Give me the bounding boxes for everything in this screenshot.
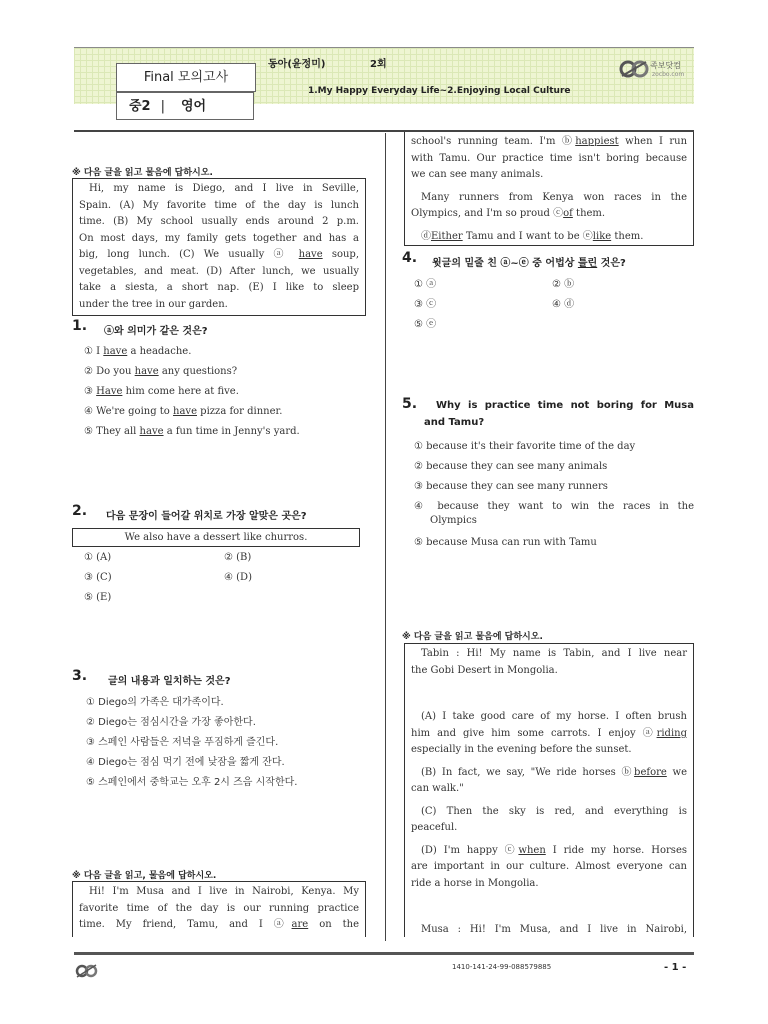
question-number: 4. — [402, 250, 418, 266]
marker-e: ⓔ — [582, 230, 593, 242]
marker-a: ⓐ — [642, 727, 657, 739]
option-3[interactable]: ③ 스페인 사람들은 저녁을 푸짐하게 즐긴다. — [86, 737, 279, 748]
passage-text: big, long lunch. (C) We usually — [79, 249, 265, 260]
question-stem-cont: and Tamu? — [424, 417, 485, 428]
option-2[interactable]: ② Do you have any questions? — [84, 366, 238, 377]
marker-a: ⓐ — [273, 249, 290, 260]
passage-line: On most days, my family gets together and has a — [79, 232, 359, 244]
passage-line: Tabin : Hi! My name is Tabin, and I live near — [421, 648, 687, 659]
passage-line: can walk." — [411, 783, 464, 794]
passage-text: him and give him some carrots. I enjoy — [411, 727, 636, 739]
logo-url: zocbo.com — [652, 71, 685, 78]
option-5[interactable]: ⑤ ⓔ — [414, 319, 437, 330]
passage-text: them. — [576, 208, 606, 219]
q1-options — [84, 342, 374, 442]
logo-text: 족보닷컴 — [650, 61, 681, 70]
marker-a: ⓐ — [273, 919, 292, 930]
underlined-word: before — [634, 766, 667, 778]
exam-title: Final 모의고사 — [143, 70, 229, 85]
option-3[interactable]: ③ Have him come here at five. — [84, 386, 239, 397]
option-4[interactable]: ④ (D) — [224, 572, 252, 583]
passage-text: them. — [614, 230, 644, 242]
option-2[interactable]: ② (B) — [224, 552, 252, 563]
option-4-cont[interactable]: Olympics — [430, 515, 477, 526]
option-1[interactable]: ① (A) — [84, 552, 112, 563]
grade-separator: | — [160, 99, 165, 114]
marker-c: ⓒ — [504, 844, 519, 856]
passage-line — [411, 843, 687, 860]
option-3[interactable]: ③ because they can see many runners — [414, 481, 608, 492]
passage-line: (A) I take good care of my horse. I often brush — [421, 711, 687, 722]
passage-line — [411, 134, 687, 151]
option-4[interactable]: ④ Diego는 점심 먹기 전에 낮잠을 짧게 잔다. — [86, 757, 285, 768]
document-code: 1410-141-24-99-088579885 — [452, 963, 552, 971]
question-stem: 글의 내용과 일치하는 것은? — [108, 676, 231, 687]
passage-text: Olympics, and I'm so proud — [411, 208, 550, 219]
question-number: 1. — [72, 318, 88, 334]
passage-line: Hi, my name is Diego, and I live in Seville, — [89, 183, 359, 194]
passage-line: (C) Then the sky is red, and everything is — [421, 805, 687, 817]
passage-line — [411, 726, 687, 743]
option-2[interactable]: ② because they can see many animals — [414, 461, 608, 472]
option-3[interactable]: ③ ⓒ — [414, 299, 437, 310]
marker-b: ⓑ — [621, 766, 635, 778]
passage-line: under the tree in our garden. — [79, 298, 228, 310]
question-number: 3. — [72, 668, 88, 684]
footer-logo-icon — [74, 960, 100, 982]
passage-line: time. (B) My school usually ends around 2 p.m. — [79, 216, 359, 227]
option-4[interactable]: ④ We're going to have pizza for dinner. — [84, 406, 283, 417]
passage-tabin — [404, 643, 694, 937]
option-2[interactable]: ② ⓑ — [552, 279, 575, 290]
insert-sentence-box: We also have a dessert like churros. — [72, 528, 360, 547]
question-number: 2. — [72, 503, 88, 519]
option-5[interactable]: ⑤ (E) — [84, 592, 112, 603]
stem-text: 것은? — [597, 258, 626, 269]
passage-line: favorite time of the day is our running practice — [79, 902, 359, 914]
underlined-word: riding — [656, 727, 687, 739]
q3-options — [86, 693, 297, 793]
passage-line: take a siesta, a short nap. (E) I like to sleep — [79, 282, 359, 293]
instruction-2: ※ 다음 글을 읽고, 물음에 답하시오. — [72, 871, 217, 881]
question-stem — [432, 254, 626, 269]
passage-text: when I run — [625, 136, 688, 147]
footer-rule — [74, 952, 694, 955]
passage-text: (D) I'm happy — [421, 844, 498, 856]
option-1[interactable]: ① I have a headache. — [84, 346, 192, 357]
passage-musa-continued — [404, 132, 694, 246]
passage-line: Many runners from Kenya won races in the — [421, 191, 687, 203]
passage-text: soup, — [331, 249, 360, 260]
passage-text: we — [672, 766, 687, 778]
passage-line: we can see many animals. — [411, 169, 544, 180]
passage-line: ride a horse in Mongolia. — [411, 877, 539, 889]
passage-line — [79, 247, 359, 264]
passage-diego — [72, 178, 366, 316]
option-4[interactable]: ④ because they want to win the races in the — [414, 501, 694, 512]
passage-line: vegetables, and meat. (D) After lunch, we usually — [79, 265, 359, 277]
passage-line: especially in the evening before the sunset. — [411, 744, 632, 755]
option-1[interactable]: ① ⓐ — [414, 279, 437, 290]
page-number: - 1 - — [664, 962, 687, 973]
exam-title-box — [116, 63, 256, 92]
grade-label: 중2 — [129, 99, 151, 114]
grade-subject-box — [116, 92, 254, 120]
marker-b: ⓑ — [561, 136, 576, 147]
passage-line: peaceful. — [411, 822, 458, 833]
passage-text: on the — [319, 919, 359, 930]
question-stem: ⓐ와 의미가 같은 것은? — [104, 326, 208, 337]
option-5[interactable]: ⑤ 스페인에서 중학교는 오후 2시 즈음 시작한다. — [86, 777, 298, 788]
stem-text: 윗글의 밑줄 친 ⓐ~ⓔ 중 어법상 — [432, 258, 578, 269]
passage-text: Tamu and I want to be — [465, 230, 580, 242]
passage-line: Hi! I'm Musa and I live in Nairobi, Kenya. My — [89, 886, 359, 897]
passage-line — [411, 206, 687, 223]
passage-line — [79, 917, 359, 934]
instruction-1: ※ 다음 글을 읽고 물음에 답하시오. — [72, 168, 213, 178]
underlined-word: have — [298, 249, 323, 260]
question-stem: Why is practice time not boring for Musa — [436, 400, 694, 411]
passage-line: Spain. (A) My favorite time of the day is lunch — [79, 199, 359, 211]
marker-c: ⓒ — [553, 208, 564, 219]
passage-line: the Gobi Desert in Mongolia. — [411, 664, 558, 676]
passage-line — [411, 229, 687, 246]
passage-text: time. My friend, Tamu, and I — [79, 919, 263, 930]
stem-emphasis: 틀린 — [577, 258, 598, 269]
passage-line: with Tamu. Our practice time isn't boring because — [411, 152, 687, 164]
column-divider — [385, 133, 386, 941]
underlined-word: of — [563, 208, 573, 219]
passage-musa — [72, 881, 366, 937]
option-1[interactable]: ① Diego의 가족은 대가족이다. — [86, 697, 224, 708]
unit-label: 1.My Happy Everyday Life~2.Enjoying Local Culture — [308, 86, 571, 96]
question-number: 5. — [402, 396, 418, 412]
passage-text: (B) In fact, we say, "We ride horses — [421, 766, 616, 778]
option-3[interactable]: ③ (C) — [84, 572, 112, 583]
passage-line: are important in our culture. Almost everyone can — [411, 861, 687, 872]
underlined-word: happiest — [575, 136, 619, 147]
option-5[interactable]: ⑤ because Musa can run with Tamu — [414, 537, 597, 548]
instruction-3: ※ 다음 글을 읽고 물음에 답하시오. — [402, 632, 543, 642]
passage-line — [411, 765, 687, 782]
underlined-word: when — [518, 844, 546, 856]
underlined-word: like — [592, 230, 612, 242]
passage-line: Musa : Hi! I'm Musa, and I live in Nairobi, — [421, 924, 687, 935]
passage-text: school's running team. I'm — [411, 136, 556, 147]
passage-text: I ride my horse. Horses — [552, 844, 687, 856]
option-5[interactable]: ⑤ They all have a fun time in Jenny's yard. — [84, 426, 300, 437]
round-label: 2회 — [370, 59, 387, 70]
publisher-label: 동아(윤정미) — [268, 59, 326, 70]
option-1[interactable]: ① because it's their favorite time of the day — [414, 441, 636, 452]
subject-label: 영어 — [181, 99, 207, 114]
marker-d: ⓓ — [421, 230, 431, 242]
question-stem: 다음 문장이 들어갈 위치로 가장 알맞은 곳은? — [106, 511, 307, 522]
option-2[interactable]: ② Diego는 점심시간을 가장 좋아한다. — [86, 717, 256, 728]
option-4[interactable]: ④ ⓓ — [552, 299, 575, 310]
underlined-word: Either — [431, 230, 463, 242]
underlined-word: are — [291, 919, 309, 930]
